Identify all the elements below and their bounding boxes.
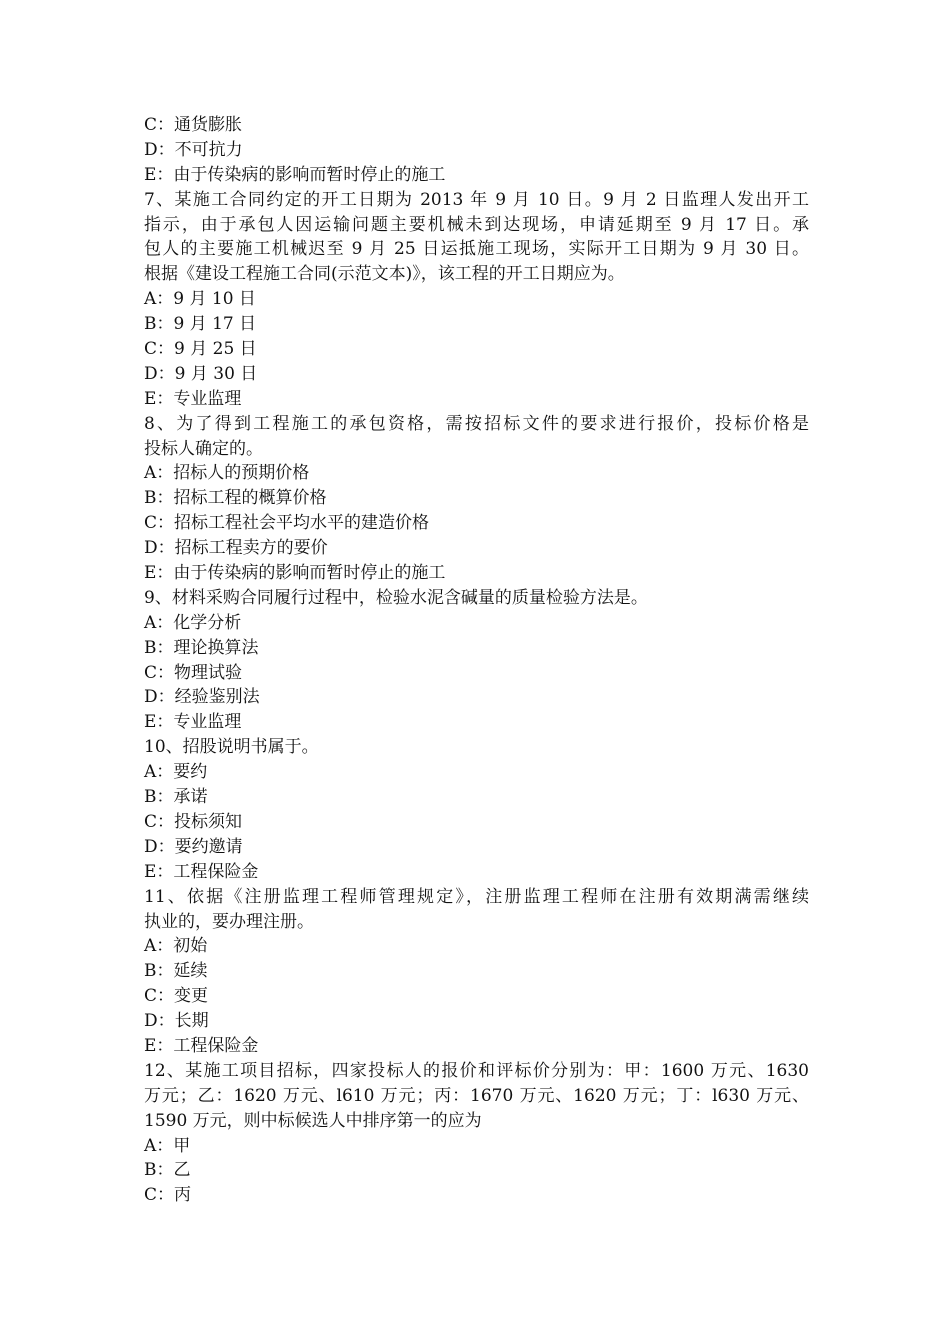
text-line: D：9 月 30 日 <box>144 363 258 384</box>
text-line: 7、某施工合同约定的开工日期为 2013 年 9 月 10 日。9 月 2 日监理人发出开工 <box>144 189 809 210</box>
text-line: E：专业监理 <box>144 712 242 733</box>
text-line: A：招标人的预期价格 <box>144 463 310 484</box>
text-line: 12、某施工项目招标，四家投标人的报价和评标价分别为：甲：1600 万元、1630 <box>144 1060 809 1081</box>
text-line: A：要约 <box>144 762 208 783</box>
text-line: D：不可抗力 <box>144 139 243 160</box>
text-line: C：通货膨胀 <box>144 115 243 135</box>
text-line: E：由于传染病的影响而暂时停止的施工 <box>144 563 446 584</box>
text-line: E：专业监理 <box>144 388 242 409</box>
text-line: D：经验鉴别法 <box>144 687 260 708</box>
text-line: A：初始 <box>144 936 208 957</box>
text-line: A：化学分析 <box>144 612 242 633</box>
text-line: B：9 月 17 日 <box>144 314 257 335</box>
text-line: E：工程保险金 <box>144 861 259 882</box>
text-line: 11、依据《注册监理工程师管理规定》，注册监理工程师在注册有效期满需继续 <box>144 886 809 907</box>
text-line: 8、为了得到工程施工的承包资格，需按招标文件的要求进行报价，投标价格是 <box>144 413 809 434</box>
text-line: C：物理试验 <box>144 662 243 683</box>
text-line: 投标人确定的。 <box>144 438 263 459</box>
text-line: C：变更 <box>144 986 209 1007</box>
text-line: C：丙 <box>144 1185 192 1206</box>
text-line: E：由于传染病的影响而暂时停止的施工 <box>144 164 446 185</box>
text-line: 包人的主要施工机械迟至 9 月 25 日运抵施工现场，实际开工日期为 9 月 30 日。 <box>144 239 809 260</box>
text-line: E：工程保险金 <box>144 1035 259 1056</box>
text-line: D：要约邀请 <box>144 836 243 857</box>
text-line: C：9 月 25 日 <box>144 339 257 360</box>
text-line: 指示，由于承包人因运输问题主要机械未到达现场，申请延期至 9 月 17 日。承 <box>144 214 809 235</box>
text-line: 1590 万元，则中标候选人中排序第一的应为 <box>144 1110 482 1131</box>
text-line: D：长期 <box>144 1011 209 1032</box>
document-page <box>144 113 809 1208</box>
text-line: B：延续 <box>144 961 208 982</box>
text-line: B：招标工程的概算价格 <box>144 488 327 509</box>
text-line: C：招标工程社会平均水平的建造价格 <box>144 513 430 534</box>
text-line: A：9 月 10 日 <box>144 289 256 310</box>
text-line: 根据《建设工程施工合同(示范文本)》，该工程的开工日期应为。 <box>144 264 625 285</box>
text-line: C：投标须知 <box>144 811 243 832</box>
text-line: A：甲 <box>144 1135 191 1156</box>
text-line: B：理论换算法 <box>144 637 259 658</box>
text-line: 10、招股说明书属于。 <box>144 737 319 758</box>
text-line: B：乙 <box>144 1160 191 1181</box>
text-line: 9、材料采购合同履行过程中，检验水泥含碱量的质量检验方法是。 <box>144 587 648 608</box>
text-line: B：承诺 <box>144 787 208 808</box>
text-line: 万元；乙：1620 万元、l610 万元；丙：1670 万元、1620 万元；丁：l630 万元、 <box>144 1085 809 1106</box>
text-line: 执业的，要办理注册。 <box>144 911 314 932</box>
text-line: D：招标工程卖方的要价 <box>144 538 328 559</box>
